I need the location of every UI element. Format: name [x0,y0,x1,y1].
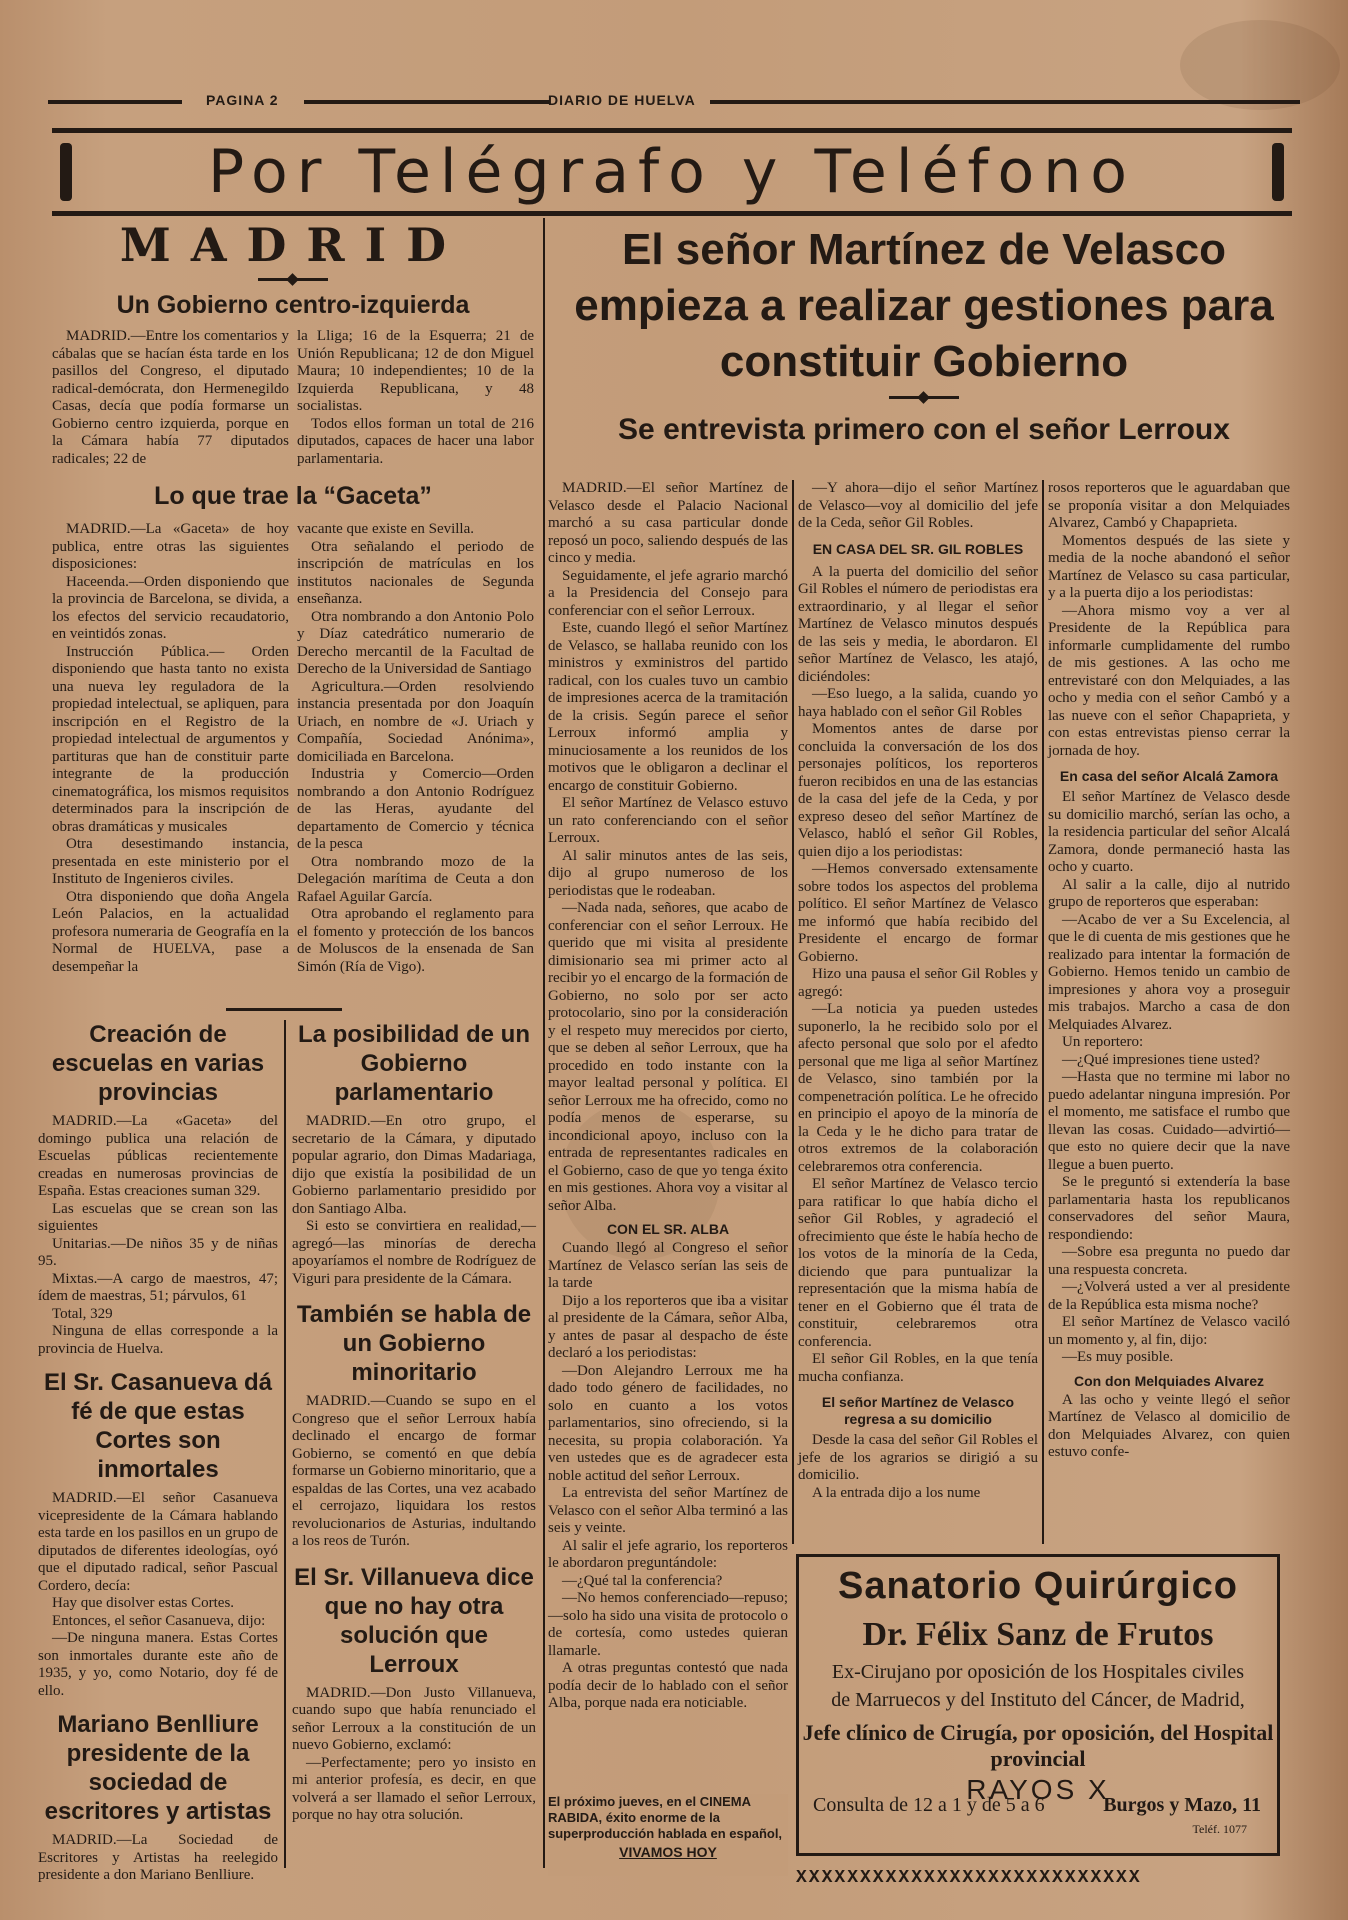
sub-headline: Se entrevista primero con el señor Lerroux [618,413,1230,446]
article-paragraph: —¿Qué tal la conferencia? [562,1572,723,1589]
ad-phone: Teléf. 1077 [1192,1822,1247,1836]
article-paragraph: Cuando llegó al Congreso el señor Martínez de Velasco serían las seis de la tarde [548,1240,788,1291]
ad-hours: Consulta de 12 a 1 y de 5 a 6 [813,1794,1045,1816]
alcala-subhead: En casa del señor Alcalá Zamora [1059,768,1279,784]
article-paragraph: Momentos antes de darse por concluida la conversación de los dos personajes políticos, los reporteros fueron recibidos en una de las estancias de la casa del jefe de la Ceda, y por expreso deseo del señor Martínez de Velasco, habló el señor Gil Robles, quien dijo a los periodistas: [798,721,1038,860]
article-paragraph: —Es muy posible. [1062,1349,1174,1365]
section-banner [52,128,1292,216]
escuelas-paragraph: Las escuelas que se crean son las siguientes [38,1200,278,1234]
casanueva-paragraph: Entonces, el señor Casanueva, dijo: [52,1612,266,1629]
escuelas-paragraph: MADRID.—La «Gaceta» del domingo publica una relación de Escuelas públicas recientemente creadas en numerosas provincias de España. Estas creaciones suman 329. [38,1113,278,1199]
article-paragraph: Dijo a los reporteros que iba a visitar al presidente de la Cámara, señor Alba, y antes de pasar al despacho de éste declaró a los periodistas: [548,1292,788,1361]
article-paragraph: El señor Martínez de Velasco estuvo un rato conferenciando con el señor Lerroux. [548,795,788,846]
gaceta-paragraph: Instrucción Pública.— Orden disponiendo que hasta tanto no exista una nueva ley reguladora de la propiedad intelectual, se apliquen, para inscripción en el Registro de la propiedad intelectual de argumentos y partituras que han de constituir parte integrante de la producción cinematográfica, los mismos requisitos determinados para la inscripción de obras dramáticas y musicales [52,643,289,835]
gil-robles-subhead: EN CASA DEL SR. GIL ROBLES [812,540,1024,557]
gaceta-paragraph: Otra desestimando instancia, presentada en este ministerio por el Instituto de Ingenieros civiles. [52,836,289,887]
ad-name: Sanatorio Quirúrgico [837,1565,1239,1607]
gaceta-paragraph: Haceenda.—Orden disponiendo que la provincia de Barcelona, se divida, a los efectos del servicio recaudatorio, en veintidós zonas. [52,573,289,642]
article-paragraph: rosos reporteros que le aguardaban que se proponía visitar a don Melquiades Alvarez, Cambó y Chapaprieta. [1048,480,1290,531]
gaceta-paragraph: Otra señalando el periodo de inscripción de matrículas en los institutos nacionales de Segunda enseñanza. [297,538,534,607]
article-paragraph: —Hemos conversado extensamente sobre todos los aspectos del problema político. El señor Martínez de Velasco me informó que había recibido del Presidente el encargo de formar Gobierno. [798,861,1038,965]
gaceta-paragraph: Agricultura.—Orden resolviendo instancia presentada por don Joaquín Uriach, en nombre de «J. Uriach y Compañía, Sociedad Anónima», domiciliada en Barcelona. [297,678,534,765]
article-paragraph: —¿Volverá usted a ver al presidente de la República esta misma noche? [1048,1279,1290,1313]
article-paragraph: A otras preguntas contestó que nada podía decir de lo hablado con el señor Alba, porque nada era noticiable. [548,1660,788,1711]
casanueva-body [38,1490,278,1700]
paper-name: DIARIO DE HUELVA [548,92,696,108]
gaceta-col1 [52,521,289,976]
article-paragraph: Se le preguntó si extendería la base parlamentaria hasta los republicanos conservadores del señor Maura, respondiendo: [1048,1174,1290,1243]
article-paragraph: El señor Martínez de Velasco tercio para ratificar lo que había dicho el señor Gil Robles, y agradeció el ofrecimiento que éste le había hecho de los votos de la minoría de la Ceda, diciendo que para puntualizar la representación que la misma había de tener en el Gobierno que él trata de constituir, celebraremos otra conferencia. [798,1176,1038,1350]
gaceta-paragraph: Otra nombrando a don Antonio Polo y Díaz catedrático numerario de Derecho mercantil de la Facultad de Derecho de la Universidad de Santiago [297,608,534,677]
ornament-divider [258,278,328,281]
villanueva-paragraph: MADRID.—Don Justo Villanueva, cuando supo que había renunciado el señor Lerroux a la constitución de un nuevo Gobierno, exclamó: [292,1684,536,1753]
minoritario-paragraph: MADRID.—Cuando se supo en el Congreso que el señor Lerroux había declinado el encargo de formar Gobierno, se comentó en que debía formarse un Gobierno minoritario, que a espaldas de las Cortes, una vez acabado el cerrojazo, liquidara los restos revolucionarios de Asturias, indultando a los reos de Turón. [292,1393,536,1549]
gaceta-paragraph: Otra nombrando mozo de la Delegación marítima de Ceuta a don Rafael Aguilar García. [297,853,534,905]
right-col-2 [798,480,1038,1550]
article-paragraph: —Ahora mismo voy a ver al Presidente de la República para informarle cumplidamente del rumbo de mis gestiones. A las ocho me entrevistaré con don Melquiades, a las ocho y media con el señor Cambó y a las nueve con el señor Chapaprieta, y con estas entrevistas pienso cerrar la jornada de hoy. [1048,602,1290,759]
article-paragraph: A las ocho y veinte llegó el señor Martínez de Velasco al domicilio de don Melquiades Alvarez, con quien estuvo confe- [1048,1391,1290,1460]
ad-xray: RAYOS X [966,1774,1110,1805]
cinema-notice [548,1794,788,1876]
escuelas-body [38,1113,278,1358]
sanatorio-advertisement [796,1554,1280,1856]
gaceta-body [52,521,534,976]
cinema-note: El próximo jueves, en el CINEMA RABIDA, éxito enorme de la superproducción hablada en español, [548,1794,783,1841]
posibilidad-body [292,1113,536,1288]
left-bottom-col-a [38,1020,278,1883]
ad-line3: Jefe clínico de Cirugía, por oposición, del Hospital provincial [802,1720,1274,1771]
article-paragraph: —Sobre esa pregunta no puedo dar una respuesta concreta. [1048,1244,1290,1278]
gaceta-paragraph: MADRID.—La «Gaceta» de hoy publica, entre otras las siguientes disposiciones: [52,521,289,572]
ad-line1: Ex-Cirujano por oposición de los Hospitales civiles [831,1661,1245,1683]
ad-doctor: Dr. Félix Sanz de Frutos [862,1616,1214,1653]
article-paragraph: Un reportero: [1062,1034,1144,1050]
posibilidad-paragraph: MADRID.—En otro grupo, el secretario de la Cámara, y diputado popular agrario, don Dimas Madariaga, dijo que existía la posibilidad de un Gobierno parlamentario presidido por don Santiago Alba. [292,1113,536,1217]
article-paragraph: —Hasta que no termine mi labor no puedo adelantar ninguna impresión. Por el momento, me satisface el rumbo que llevan las cosas. Cuidado—advirtió—que esto no quiere decir que la nave llegue a buen puerto. [1048,1069,1290,1173]
header-rule [304,100,550,104]
ornament-divider [889,396,959,399]
banner-title: Por Telégrafo y Teléfono [208,137,1136,207]
casanueva-paragraph: MADRID.—El señor Casanueva vicepresidente de la Cámara hablando esta tarde en los pasillos en un grupo de diputados de diferentes ideologías, oyó que el diputado radical, señor Pascual Cordero, decía: [38,1490,278,1594]
right-col-1 [548,480,788,1868]
main-headline-block [550,222,1298,476]
column-rule [284,1020,286,1868]
benlliure-title: Mariano Benlliure presidente de la sociedad de escritores y artistas [44,1711,272,1825]
page-header [48,88,1300,118]
casanueva-paragraph: —De ninguna manera. Estas Cortes son inmortales durante este año de 1935, y yo, como Notario, doy fé de ello. [38,1630,278,1699]
escuelas-paragraph: Total, 329 [52,1305,113,1322]
ad-address: Burgos y Mazo, 11 [1103,1794,1261,1816]
gobierno-centro-col2-p1: la Lliga; 16 de la Esquerra; 21 de Unión Republicana; 12 de don Miguel Maura; 10 independientes; 10 de la Izquierda Republicana, y 48 socialistas. [297,328,534,414]
article-paragraph: Momentos después de las siete y media de la noche abandonó el señor Martínez de Velasco su casa particular, y a la puerta dijo a los periodistas: [1048,532,1290,601]
article-paragraph: Hizo una pausa el señor Gil Robles y agregó: [798,966,1038,1000]
footer-ornament: XXXXXXXXXXXXXXXXXXXXXXXXXXX [796,1868,1142,1888]
article-paragraph: Al salir a la calle, dijo al nutrido grupo de reporteros que esperaban: [1048,876,1290,910]
villanueva-body [292,1685,536,1825]
minoritario-title: También se habla de un Gobierno minoritario [296,1301,532,1386]
gobierno-centro-col1: MADRID.—Entre los comentarios y cábalas que se hacían ésta tarde en los pasillos del Congreso, el diputado radical-demócrata, don Hermenegildo Casas, decía que podía formarse un Gobierno centro izquierda, porque en la Cámara había 77 diputados radicales; 22 de [52,328,289,467]
header-rule [710,100,1300,104]
article-paragraph: A la puerta del domicilio del señor Gil Robles el número de periodistas era extraordinario, y al llegar el señor Martínez de Velasco minutos después de las seis y media, le abordaron. El señor Martínez de Velasco, les atajó, diciéndoles: [798,563,1038,685]
right-col-3 [1048,480,1290,1550]
escuelas-paragraph: Mixtas.—A cargo de maestros, 47; ídem de maestras, 51; párvulos, 61 [38,1270,278,1304]
section-rule [226,1008,342,1011]
article-paragraph: —Eso luego, a la salida, cuando yo haya hablado con el señor Gil Robles [798,686,1038,720]
escuelas-paragraph: Unitarias.—De niños 35 y de niñas 95. [38,1235,278,1269]
article-paragraph: Este, cuando llegó el señor Martínez de Velasco, se hallaba reunido con los ministros y exministros del partido radical, con los cuales tuvo un cambio de impresiones acerca de la tramitación de la crisis. Según parece el señor Lerroux informó amplia y minuciosamente a los reunidos de los motivos que le obligaron a declinar el encargo de constituir Gobierno. [548,620,788,794]
article-paragraph: —La noticia ya pueden ustedes suponerlo, la he recibido solo por el afecto personal que solo por el afedto personal que me liga al señor Martínez de Velasco, sino también por la compenetración política. Le he ofrecido en principio el apoyo de la minoría de la Ceda y le he dicho para tratar de otros extremos de la colaboración celebraremos otra conferencia. [798,1001,1038,1175]
column-rule [792,480,794,1544]
gaceta-paragraph: Industria y Comercio—Orden nombrando a don Antonio Rodríguez de las Heras, ayudante del departamento de Comercio y técnica de la pesca [297,766,534,852]
posibilidad-title: La posibilidad de un Gobierno parlamentario [297,1021,530,1106]
article-paragraph: Al salir el jefe agrario, los reporteros le abordaron preguntándole: [548,1537,788,1571]
gobierno-centro-col2 [297,328,534,468]
column-rule [543,218,545,1868]
gobierno-centro-title: Un Gobierno centro-izquierda [116,291,470,319]
melquiades-subhead: Con don Melquiades Alvarez [1073,1372,1265,1389]
article-paragraph: Desde la casa del señor Gil Robles el jefe de los agrarios se dirigió a su domicilio. [798,1432,1038,1483]
gaceta-paragraph: Otra disponiendo que doña Angela León Palacios, en la actualidad profesora numeraria de Geografía en la Normal de HUELVA, pase a desempeñar la [52,888,289,975]
article-paragraph: —Acabo de ver a Su Excelencia, al que le di cuenta de mis gestiones que he realizado para intentar la formación de Gobierno. Hemos tenido un cambio de impresiones y ahora voy a proseguir mis trabajos. Marcho a casa de don Melquiades Alvarez. [1048,911,1290,1033]
article-paragraph: —No hemos conferenciado—repuso;—solo ha sido una visita de protocolo o de cortesía, como ustedes quieran llamarle. [548,1590,788,1659]
article-paragraph: El señor Martínez de Velasco desde su domicilio marchó, serían las ocho, a la residencia particular del señor Alcalá Zamora, donde permaneció hasta las ocho y cuarto. [1048,789,1290,875]
casanueva-title: El Sr. Casanueva dá fé de que estas Cortes son inmortales [43,1369,273,1483]
villanueva-paragraph: —Perfectamente; pero yo insisto en mi anterior profesía, es decir, en que volverá a ser llamado el señor Lerroux, porque no hay otra solución. [292,1754,536,1823]
article-paragraph: El señor Martínez de Velasco vaciló un momento y, al fin, dijo: [1048,1314,1290,1348]
gaceta-paragraph: vacante que existe en Sevilla. [297,521,475,537]
article-paragraph: Seguidamente, el jefe agrario marchó a la Presidencia del Consejo para conferenciar con el señor Lerroux. [548,567,788,619]
main-headline: El señor Martínez de Velasco empieza a realizar gestiones para constituir Gobierno [574,225,1274,386]
article-paragraph: MADRID.—El señor Martínez de Velasco desde el Palacio Nacional marchó a su casa particular donde reposó un poco, saliendo después de las cinco y media. [548,480,788,566]
madrid-heading: MADRID [119,218,467,272]
banner-ornament-right [1272,143,1284,201]
gaceta-paragraph: Otra aprobando el reglamento para el fomento y protección de los bancos de Moluscos de la ensenada de San Simón (Ría de Vigo). [297,906,534,975]
gobierno-centro-col2-p2: Todos ellos forman un total de 216 diputados, capaces de hacer una labor parlamentaria. [297,415,534,467]
column-rule [1042,480,1044,1544]
article-paragraph: El señor Gil Robles, en la que tenía mucha confianza. [798,1351,1038,1385]
article-paragraph: —¿Qué impresiones tiene usted? [1062,1051,1260,1068]
header-rule [48,100,182,104]
article-paragraph: —Nada nada, señores, que acabo de conferenciar con el señor Lerroux. He querido que mi visita al presidente dimisionario sea mi primer acto al recibir yo el encargo de la formación de Gobierno, no solo por ser acto protocolario, sino por la consideración y el respeto muy merecidos por cierto, que se deben al señor Lerroux, que ha procedido en todo instante con la mayor lealtad personal y política. El señor Lerroux me ha ofrecido, como no podía menos de esperarse, su incondicional apoyo, incluso con la entrada de representantes radicales en el Gobierno, caso de que yo tenga éxito en mis gestiones. Ahora voy a visitar al señor Alba. [548,900,788,1214]
left-bottom-col-b [292,1020,536,1868]
cinema-film-title: VIVAMOS HOY [619,1844,717,1860]
ad-line2: de Marruecos y del Instituto del Cáncer, de Madrid, [831,1689,1245,1711]
left-top-block [52,218,534,998]
escuelas-paragraph: Ninguna de ellas corresponde a la provincia de Huelva. [38,1323,278,1357]
gobierno-centro-body [52,328,534,468]
escuelas-title: Creación de escuelas en varias provincias [51,1021,265,1106]
casanueva-paragraph: Hay que disolver estas Cortes. [52,1595,235,1611]
banner-ornament-left [60,143,72,201]
gaceta-title: Lo que trae la “Gaceta” [154,482,432,510]
gaceta-col2 [297,521,534,976]
alba-subhead: CON EL SR. ALBA [606,1221,730,1237]
article-paragraph: —Don Alejandro Lerroux me ha dado todo género de facilidades, no solo en cuanto a los votos parlamentarios, sino ofreciendo, si la necesita, su propia colaboración. Ya ven ustedes que es de agradecer esta noble actitud del señor Lerroux. [548,1362,788,1484]
article-paragraph: Al salir minutos antes de las seis, dijo al grupo numeroso de los periodistas que le rodeaban. [548,847,788,899]
page-number: PAGINA 2 [206,92,279,108]
article-paragraph: —Y ahora—dijo el señor Martínez de Velasco—voy al domicilio del jefe de la Ceda, señor Gil Robles. [798,480,1038,531]
article-paragraph: La entrevista del señor Martínez de Velasco con el señor Alba terminó a las seis y veinte. [548,1485,788,1536]
posibilidad-paragraph: Si esto se convirtiera en realidad,—agregó—las minorías de derecha apoyaríamos el nombre de Rodríguez de Viguri para presidente de la Cámara. [292,1218,536,1287]
article-paragraph: A la entrada dijo a los nume [812,1484,981,1501]
villanueva-title: El Sr. Villanueva dice que no hay otra solución que Lerroux [294,1563,534,1678]
benlliure-paragraph: MADRID.—La Sociedad de Escritores y Artistas ha reelegido presidente a don Mariano Benlliure. [38,1832,278,1883]
domicilio-subhead: El señor Martínez de Velasco regresa a su domicilio [821,1394,1015,1427]
